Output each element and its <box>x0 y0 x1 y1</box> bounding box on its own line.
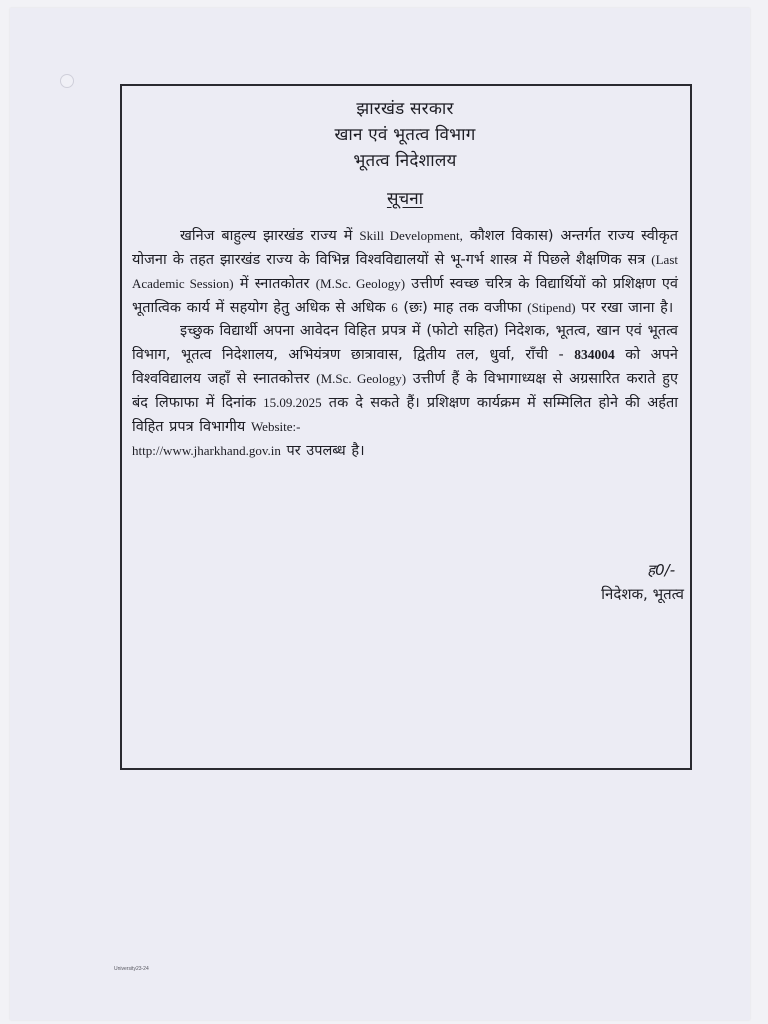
para1-stipend: (Stipend) <box>527 300 576 315</box>
para2-text-1: इच्छुक विद्यार्थी अपना आवेदन विहित प्रपत्र में (फोटो सहित) निदेशक, भूतत्व, खान एवं भूतत्व विभाग, भूतत्व निदेशालय, अभियंत्रण छात्रावास, द्वितीय तल, धुर्वा, राँची - <box>132 323 678 363</box>
para2-msc-geology: (M.Sc. Geology) <box>316 371 407 386</box>
para2-text-3: उत्तीर्ण हैं के विभागाध्यक्ष से अग्रसारित कराते हुए बंद लिफाफा में दिनांक <box>132 371 678 411</box>
notice-paragraph-1 <box>132 224 678 320</box>
para2-website-label: Website:- <box>250 419 301 434</box>
para2-text-4: तक दे सकते हैं। प्रशिक्षण कार्यक्रम में सम्मिलित होने की अर्हता विहित प्रपत्र विभागीय <box>132 395 678 435</box>
para1-text-5: (छः) माह तक वजीफा <box>397 300 528 316</box>
para1-text-1: खनिज बाहुल्य झारखंड राज्य में <box>180 228 360 244</box>
para1-skill-development: Skill Development, <box>359 228 463 243</box>
notice-paragraph-2 <box>132 320 678 463</box>
para2-website-link[interactable]: http://www.jharkhand.gov.in <box>132 443 281 458</box>
department-name: खान एवं भूतत्व विभाग <box>334 125 476 145</box>
para1-text-3: में स्नातकोतर <box>233 276 316 292</box>
government-name: झारखंड सरकार <box>356 99 454 119</box>
notice-title-text: सूचना <box>386 189 424 209</box>
footer-reference: University23-24 <box>114 966 149 972</box>
para2-pincode: 834004 <box>574 347 615 362</box>
para1-text-6: पर रखा जाना है। <box>575 300 674 316</box>
notice-border-box <box>120 84 692 770</box>
signature-block <box>601 558 684 606</box>
para2-text-5: पर उपलब्ध है। <box>280 443 365 459</box>
para1-text-4: उत्तीर्ण स्वच्छ चरित्र के विद्यार्थियों को प्रशिक्षण एवं भूतात्विक कार्य में सहयोग हेतु अधिक से अधिक <box>132 276 678 316</box>
para2-last-date: 15.09.2025 <box>263 395 322 410</box>
para2-text-2: को अपने विश्वविद्यालय जहाँ से स्नातकोत्तर <box>132 347 678 387</box>
signature-mark: ह0/- <box>647 561 676 579</box>
para1-months-number: 6 <box>391 300 398 315</box>
punch-hole-mark <box>60 74 74 88</box>
signatory-designation: निदेशक, भूतत्व <box>601 585 684 603</box>
para1-last-academic-session: (Last Academic Session) <box>132 252 678 291</box>
para1-msc-geology: (M.Sc. Geology) <box>315 276 406 291</box>
para1-text-2: कौशल विकास) अन्तर्गत राज्य स्वीकृत योजना के तहत झारखंड राज्य के विभिन्न विश्वविद्यालयों से भू-गर्भ शास्त्र में पिछले शैक्षणिक सत्र <box>132 228 678 268</box>
directorate-name: भूतत्व निदेशालय <box>353 151 457 171</box>
document-page <box>10 8 750 1020</box>
notice-title <box>132 186 678 212</box>
